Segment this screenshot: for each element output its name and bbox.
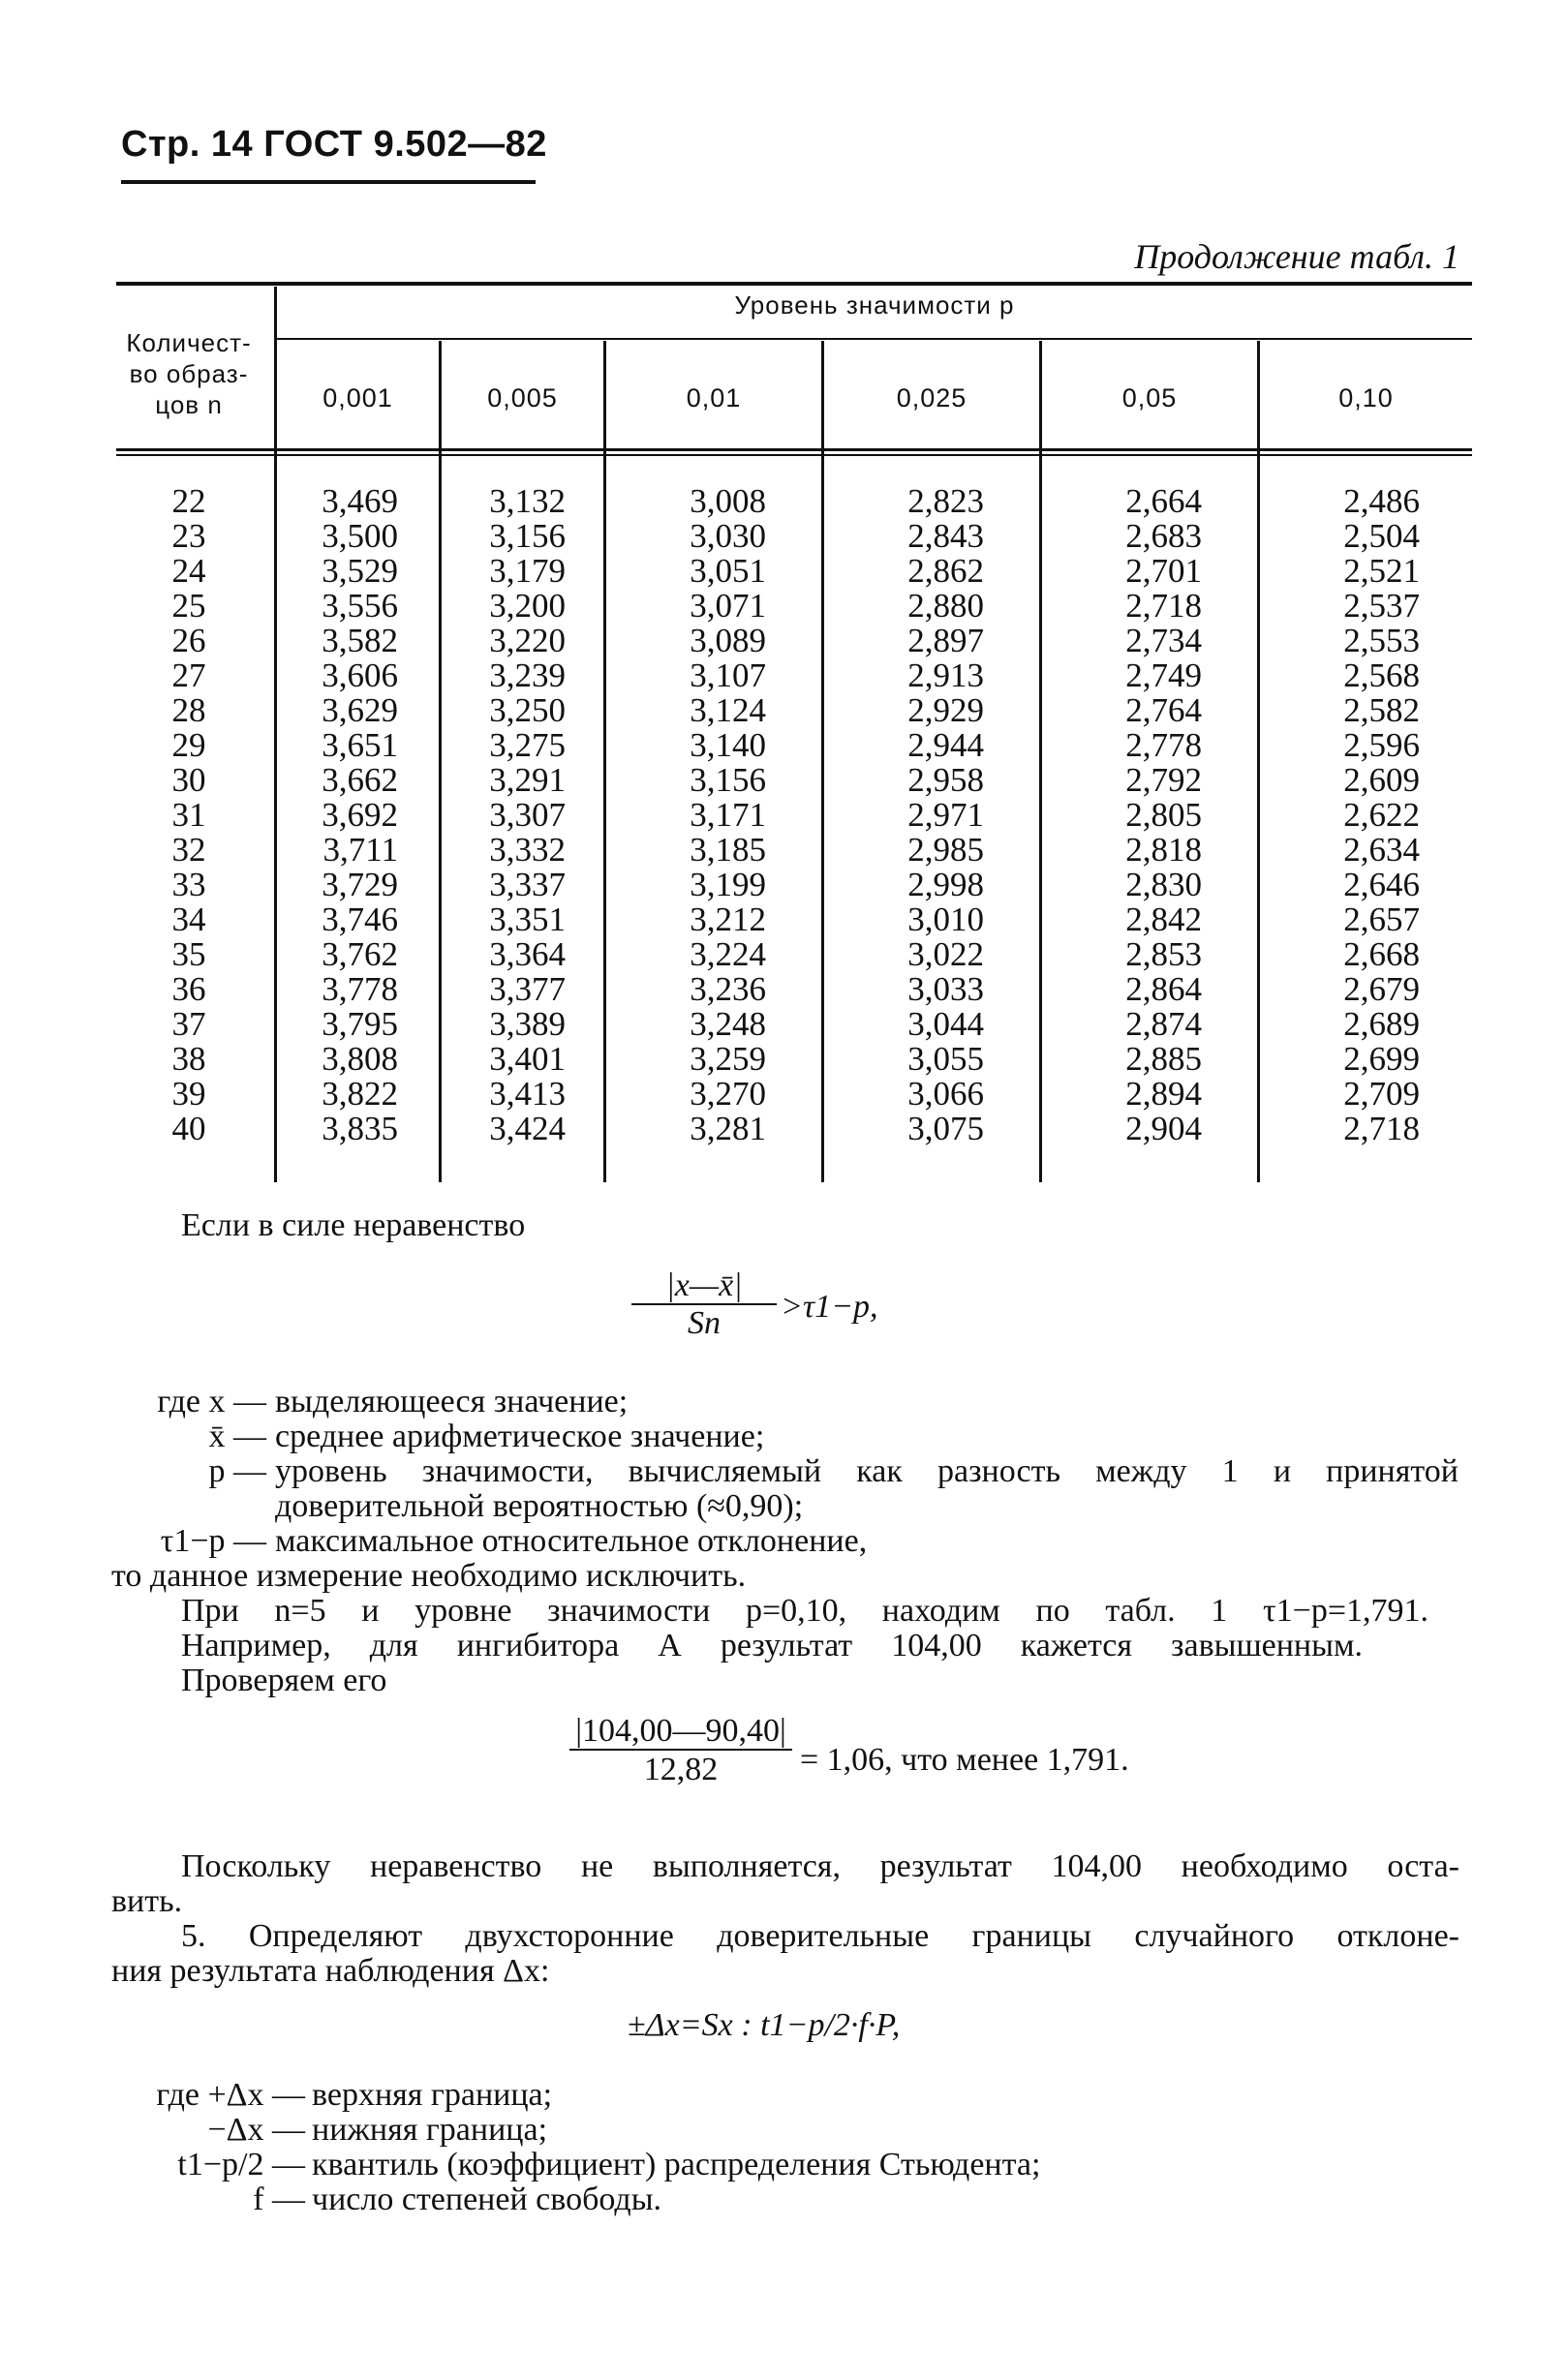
col-header-0001: 0,001: [322, 383, 393, 412]
table-cell: 3,413: [489, 1075, 566, 1113]
table-cell: 3,582: [322, 622, 398, 659]
table-cell: 3,275: [489, 726, 566, 764]
table-cell: 3,179: [489, 552, 566, 590]
formula-1-denominator: Sn: [688, 1305, 721, 1341]
paragraph-1-line-3: Проверяем его: [181, 1663, 387, 1698]
formula-2-numerator: |104,00—90,40|: [575, 1713, 786, 1749]
table-cell: 3,022: [907, 935, 984, 973]
table-cell: 2,904: [1125, 1110, 1202, 1147]
table-cell: 3,469: [322, 482, 398, 520]
definition-x-term: где x —: [157, 1384, 266, 1419]
table-cell: 25: [171, 587, 206, 625]
table-cell: 32: [171, 831, 206, 869]
table-cell: 3,364: [489, 935, 566, 973]
col-header-001: 0,01: [686, 383, 742, 412]
table-cell: 2,596: [1343, 726, 1420, 764]
table-top-rule: [116, 282, 1472, 286]
table-cell: 3,307: [489, 796, 566, 834]
conclusion-text: то данное измерение необходимо исключить.: [111, 1558, 747, 1594]
table-cell: 2,823: [907, 482, 984, 520]
table-cell: 3,401: [489, 1040, 566, 1078]
table-cell: 3,156: [489, 517, 566, 555]
row-header-line-2: во образ-: [129, 359, 249, 388]
table-cell: 3,822: [322, 1075, 398, 1113]
table-cell: 2,568: [1343, 656, 1420, 694]
table-cell: 3,424: [489, 1110, 566, 1147]
table-cell: 2,521: [1343, 552, 1420, 590]
col-header-0005: 0,005: [487, 383, 558, 412]
definition-tau-term: τ1−p —: [160, 1523, 266, 1559]
table-cell: 35: [171, 935, 206, 973]
table-cell: 3,500: [322, 517, 398, 555]
paragraph-3-line-2: ния результата наблюдения Δx:: [111, 1953, 550, 1989]
table-cell: 2,699: [1343, 1040, 1420, 1078]
table-cell: 3,291: [489, 761, 566, 799]
column-0025: [824, 484, 984, 1146]
definition-p-text-2: доверительной вероятностью (≈0,90);: [275, 1488, 804, 1524]
table-cell: 3,259: [690, 1040, 766, 1078]
table-cell: 2,582: [1343, 691, 1420, 729]
table-cell: 2,668: [1343, 935, 1420, 973]
table-cell: 2,749: [1125, 656, 1202, 694]
table-cell: 3,692: [322, 796, 398, 834]
paragraph-2-line-2: вить.: [111, 1883, 183, 1919]
row-header: [107, 327, 271, 420]
table-cell: 3,220: [489, 622, 566, 659]
formula-1-numerator: |x—x̄|: [665, 1267, 743, 1303]
row-header-line-3: цов n: [155, 390, 223, 419]
definition-upper-term: где +Δx —: [156, 2077, 305, 2113]
table-cell: 3,239: [489, 656, 566, 694]
table-continuation-label: Продолжение табл. 1: [1134, 237, 1459, 276]
table-header-rule-2: [116, 454, 1472, 456]
table-cell: 3,377: [489, 970, 566, 1008]
table-cell: 2,734: [1125, 622, 1202, 659]
table-cell: 2,634: [1343, 831, 1420, 869]
table-cell: 3,746: [322, 900, 398, 938]
column-010: [1260, 484, 1420, 1146]
intro-text: Если в силе неравенство: [181, 1207, 526, 1243]
table-cell: 3,185: [690, 831, 766, 869]
table-cell: 3,337: [489, 866, 566, 903]
group-header: Уровень значимости p: [734, 290, 1015, 320]
table-cell: 3,629: [322, 691, 398, 729]
table-cell: 22: [171, 482, 206, 520]
col-header-005: 0,05: [1121, 383, 1178, 412]
definition-lower-term: −Δx —: [207, 2112, 305, 2148]
table-cell: 2,701: [1125, 552, 1202, 590]
table-cell: 2,885: [1125, 1040, 1202, 1078]
table-cell: 3,248: [690, 1005, 766, 1043]
table-cell: 2,944: [907, 726, 984, 764]
table-cell: 2,792: [1125, 761, 1202, 799]
definition-f-term: f —: [253, 2182, 305, 2217]
table-cell: 3,529: [322, 552, 398, 590]
table-cell: 2,679: [1343, 970, 1420, 1008]
table-cell: 3,835: [322, 1110, 398, 1147]
table-cell: 3,199: [690, 866, 766, 903]
table-cell: 2,664: [1125, 482, 1202, 520]
definition-p-term: p —: [208, 1453, 266, 1489]
table-cell: 36: [171, 970, 206, 1008]
table-cell: 2,609: [1343, 761, 1420, 799]
formula-check: [569, 1714, 792, 1789]
table-cell: 2,657: [1343, 900, 1420, 938]
table-cell: 3,556: [322, 587, 398, 625]
table-cell: 3,351: [489, 900, 566, 938]
table-cell: 2,864: [1125, 970, 1202, 1008]
table-cell: 3,250: [489, 691, 566, 729]
table-cell: 3,171: [690, 796, 766, 834]
page-header: Стр. 14 ГОСТ 9.502—82: [121, 124, 547, 165]
table-cell: 3,711: [322, 831, 398, 869]
table-cell: 3,762: [322, 935, 398, 973]
table-cell: 2,622: [1343, 796, 1420, 834]
table-cell: 2,764: [1125, 691, 1202, 729]
table-cell: 3,778: [322, 970, 398, 1008]
col-header-0025: 0,025: [896, 383, 967, 412]
table-cell: 29: [171, 726, 206, 764]
table-cell: 40: [171, 1110, 206, 1147]
table-cell: 2,718: [1125, 587, 1202, 625]
table-cell: 3,055: [907, 1040, 984, 1078]
header-rule: [121, 180, 536, 184]
table-cell: 2,985: [907, 831, 984, 869]
definition-lower-text: нижняя граница;: [312, 2112, 548, 2148]
table-cell: 3,224: [690, 935, 766, 973]
table-cell: 2,894: [1125, 1075, 1202, 1113]
table-cell: 37: [171, 1005, 206, 1043]
table-cell: 3,236: [690, 970, 766, 1008]
table-cell: 3,808: [322, 1040, 398, 1078]
table-cell: 3,089: [690, 622, 766, 659]
table-cell: 2,778: [1125, 726, 1202, 764]
table-cell: 3,156: [690, 761, 766, 799]
table-cell: 3,124: [690, 691, 766, 729]
table-cell: 26: [171, 622, 206, 659]
table-cell: 3,729: [322, 866, 398, 903]
table-cell: 3,795: [322, 1005, 398, 1043]
table-cell: 3,075: [907, 1110, 984, 1147]
table-cell: 2,862: [907, 552, 984, 590]
definition-x-text: выделяющееся значение;: [275, 1384, 629, 1419]
table-cell: 3,066: [907, 1075, 984, 1113]
table-cell: 38: [171, 1040, 206, 1078]
table-cell: 3,044: [907, 1005, 984, 1043]
column-n: [136, 484, 242, 1146]
definition-mean-text: среднее арифметическое значение;: [275, 1419, 765, 1454]
table-cell: 3,281: [690, 1110, 766, 1147]
table-cell: 3,107: [690, 656, 766, 694]
column-005: [1042, 484, 1202, 1146]
table-cell: 2,958: [907, 761, 984, 799]
table-cell: 2,683: [1125, 517, 1202, 555]
table-cell: 3,651: [322, 726, 398, 764]
table-cell: 2,913: [907, 656, 984, 694]
table-cell: 2,709: [1343, 1075, 1420, 1113]
table-group-rule: [276, 338, 1472, 340]
table-cell: 23: [171, 517, 206, 555]
table-cell: 3,270: [690, 1075, 766, 1113]
table-cell: 2,553: [1343, 622, 1420, 659]
table-header-rule: [116, 448, 1472, 451]
paragraph-1-line-2: Например, для ингибитора А результат 104,00 кажется завышенным.: [181, 1628, 1363, 1663]
table-cell: 3,140: [690, 726, 766, 764]
formula-2-denominator: 12,82: [643, 1752, 719, 1787]
table-cell: 2,998: [907, 866, 984, 903]
table-cell: 34: [171, 900, 206, 938]
table-cell: 2,830: [1125, 866, 1202, 903]
table-cell: 2,646: [1343, 866, 1420, 903]
formula-confidence: ±Δx=Sx : t1−p/2·f·P,: [628, 2007, 901, 2043]
definition-mean-term: x̄ —: [208, 1419, 266, 1454]
table-cell: 3,051: [690, 552, 766, 590]
table-cell: 2,805: [1125, 796, 1202, 834]
paragraph-1-line-1: При n=5 и уровне значимости p=0,10, находим по табл. 1 τ1−p=1,791.: [181, 1593, 1428, 1629]
table-cell: 2,842: [1125, 900, 1202, 938]
table-cell: 39: [171, 1075, 206, 1113]
definition-p-text: уровень значимости, вычисляемый как разность между 1 и принятой: [275, 1453, 1459, 1489]
table-cell: 2,818: [1125, 831, 1202, 869]
table-cell: 3,332: [489, 831, 566, 869]
table-cell: 2,718: [1343, 1110, 1420, 1147]
table-cell: 27: [171, 656, 206, 694]
definition-f-text: число степеней свободы.: [312, 2182, 662, 2217]
table-cell: 3,008: [690, 482, 766, 520]
definition-quantile-term: t1−p/2 —: [177, 2147, 305, 2182]
table-cell: 28: [171, 691, 206, 729]
table-cell: 2,880: [907, 587, 984, 625]
table-cell: 3,662: [322, 761, 398, 799]
table-cell: 2,929: [907, 691, 984, 729]
definition-tau-text: максимальное относительное отклонение,: [275, 1523, 868, 1559]
formula-1-rhs: >τ1−p,: [781, 1289, 878, 1325]
table-cell: 2,853: [1125, 935, 1202, 973]
table-cell: 2,486: [1343, 482, 1420, 520]
table-cell: 3,132: [489, 482, 566, 520]
column-001: [606, 484, 766, 1146]
definition-quantile-text: квантиль (коэффициент) распределения Стьюдента;: [312, 2147, 1041, 2182]
formula-2-rhs: = 1,06, что менее 1,791.: [800, 1742, 1129, 1778]
table-cell: 33: [171, 866, 206, 903]
table-cell: 3,033: [907, 970, 984, 1008]
row-header-line-1: Количест-: [126, 328, 252, 357]
table-cell: 2,971: [907, 796, 984, 834]
column-0001: [277, 484, 398, 1146]
table-cell: 3,200: [489, 587, 566, 625]
table-cell: 3,606: [322, 656, 398, 694]
paragraph-2-line-1: Поскольку неравенство не выполняется, результат 104,00 необходимо оста-: [181, 1848, 1459, 1884]
table-cell: 31: [171, 796, 206, 834]
table-cell: 2,874: [1125, 1005, 1202, 1043]
table-cell: 30: [171, 761, 206, 799]
table-cell: 2,897: [907, 622, 984, 659]
formula-inequality: [631, 1268, 777, 1342]
table-cell: 3,030: [690, 517, 766, 555]
table-cell: 2,504: [1343, 517, 1420, 555]
definition-upper-text: верхняя граница;: [312, 2077, 553, 2113]
table-cell: 24: [171, 552, 206, 590]
table-cell: 2,843: [907, 517, 984, 555]
table-cell: 2,689: [1343, 1005, 1420, 1043]
table-cell: 2,537: [1343, 587, 1420, 625]
table-cell: 3,071: [690, 587, 766, 625]
column-0005: [442, 484, 566, 1146]
col-header-010: 0,10: [1338, 383, 1394, 412]
table-cell: 3,212: [690, 900, 766, 938]
paragraph-3-line-1: 5. Определяют двухсторонние доверительные границы случайного отклоне-: [181, 1918, 1459, 1954]
table-cell: 3,389: [489, 1005, 566, 1043]
table-cell: 3,010: [907, 900, 984, 938]
